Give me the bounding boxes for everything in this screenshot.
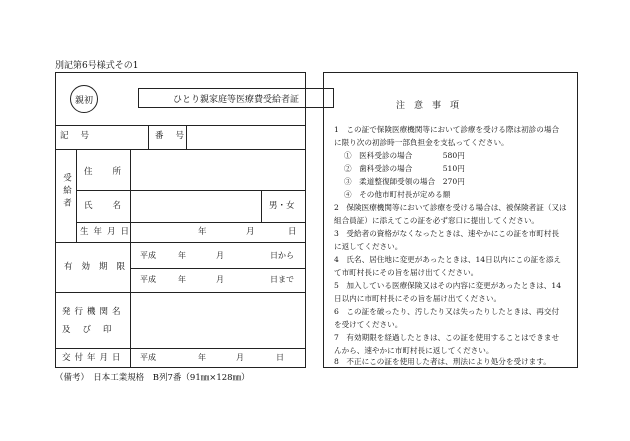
note-line: を受けてください。: [334, 320, 403, 329]
note-line: 8 不正にこの証を使用した者は、刑法により処分を受けます。: [334, 357, 551, 366]
issue-day: 日: [276, 353, 284, 362]
note-line: 4 氏名、居住地に変更があったときは、14日以内にこの証を添え: [334, 255, 562, 264]
note-line: 3 受給者の資格がなくなったときは、速やかにこの証を市町村長: [334, 229, 560, 238]
birth-year-label: 年: [198, 227, 207, 237]
issuer-field[interactable]: [131, 293, 304, 347]
recipient-label: 受給者: [61, 173, 72, 211]
name-label: 氏名: [84, 201, 142, 211]
issuer-label: 発行機関名: [62, 307, 125, 317]
note-line: ② 歯科受診の場合 510円: [344, 164, 465, 173]
note-line: 組合員証）に添えてこの証を必ず窓口に提出してください。: [334, 216, 540, 225]
validity-label: 有効期限: [64, 262, 135, 272]
valid-from-month: 月: [216, 251, 224, 260]
address-field[interactable]: [131, 150, 304, 189]
valid-to-year: 年: [178, 275, 186, 284]
issue-date-label: 交付年月日: [62, 353, 125, 363]
birth-month-label: 月: [246, 227, 255, 237]
note-line: ④ その他市町村長が定める額: [344, 190, 451, 199]
note-line: 日以内に市町村長にその旨を届け出てください。: [334, 294, 502, 303]
valid-from-suffix: 日から: [270, 251, 294, 260]
certificate-card: [55, 72, 306, 368]
kigo-label: 記号: [60, 131, 102, 141]
note-line: に限り次の初診時一部負担金を支払ってください。: [334, 138, 509, 147]
address-label: 住所: [84, 167, 142, 177]
valid-from-era: 平成: [140, 251, 156, 260]
notes-title: 注 意 事 項: [396, 101, 460, 111]
notes-panel: [323, 72, 578, 368]
note-line: 5 加入している医療保険又はその内容に変更があったときは、14: [334, 281, 562, 290]
note-line: 2 保険医療機関等において診療を受ける場合は、被保険者証（又は: [334, 203, 567, 212]
valid-to-suffix: 日まで: [270, 275, 294, 284]
issue-era: 平成: [140, 353, 156, 362]
note-line: 6 この証を破ったり、汚したり又は失ったりしたときは、再交付: [334, 307, 560, 316]
note-line: んから、速やかに市町村長に返してください。: [334, 346, 494, 355]
name-field[interactable]: [131, 191, 260, 221]
note-line: ① 医科受診の場合 580円: [344, 151, 465, 160]
note-line: て市町村長にその旨を届け出てください。: [334, 268, 479, 277]
remarks-note: （備考） 日本工業規格 B列7番（91㎜×128㎜）: [55, 373, 250, 383]
note-line: 1 この証で保険医療機関等において診療を受ける際は初診の場合: [334, 125, 560, 134]
valid-to-month: 月: [216, 275, 224, 284]
valid-from-year: 年: [178, 251, 186, 260]
issue-month: 月: [236, 353, 244, 362]
card-title: ひとり親家庭等医療費受給者証: [138, 88, 334, 108]
issue-year: 年: [198, 353, 206, 362]
note-line: に返してください。: [334, 242, 403, 251]
birth-day-label: 日: [288, 227, 297, 237]
valid-to-era: 平成: [140, 275, 156, 284]
form-number-caption: 別記第6号様式その1: [55, 61, 139, 71]
note-line: ③ 柔道整復師受領の場合 270円: [344, 177, 465, 186]
birthdate-label: 生年月日: [80, 227, 135, 237]
note-line: 7 有効期限を経過したときは、この証を使用することはできませ: [334, 333, 560, 342]
oyasho-mark: 親初: [70, 85, 98, 113]
sex-label: 男・女: [269, 201, 295, 211]
bango-label: 番号: [155, 131, 197, 141]
issuer-seal-label: 及び印: [62, 325, 124, 335]
